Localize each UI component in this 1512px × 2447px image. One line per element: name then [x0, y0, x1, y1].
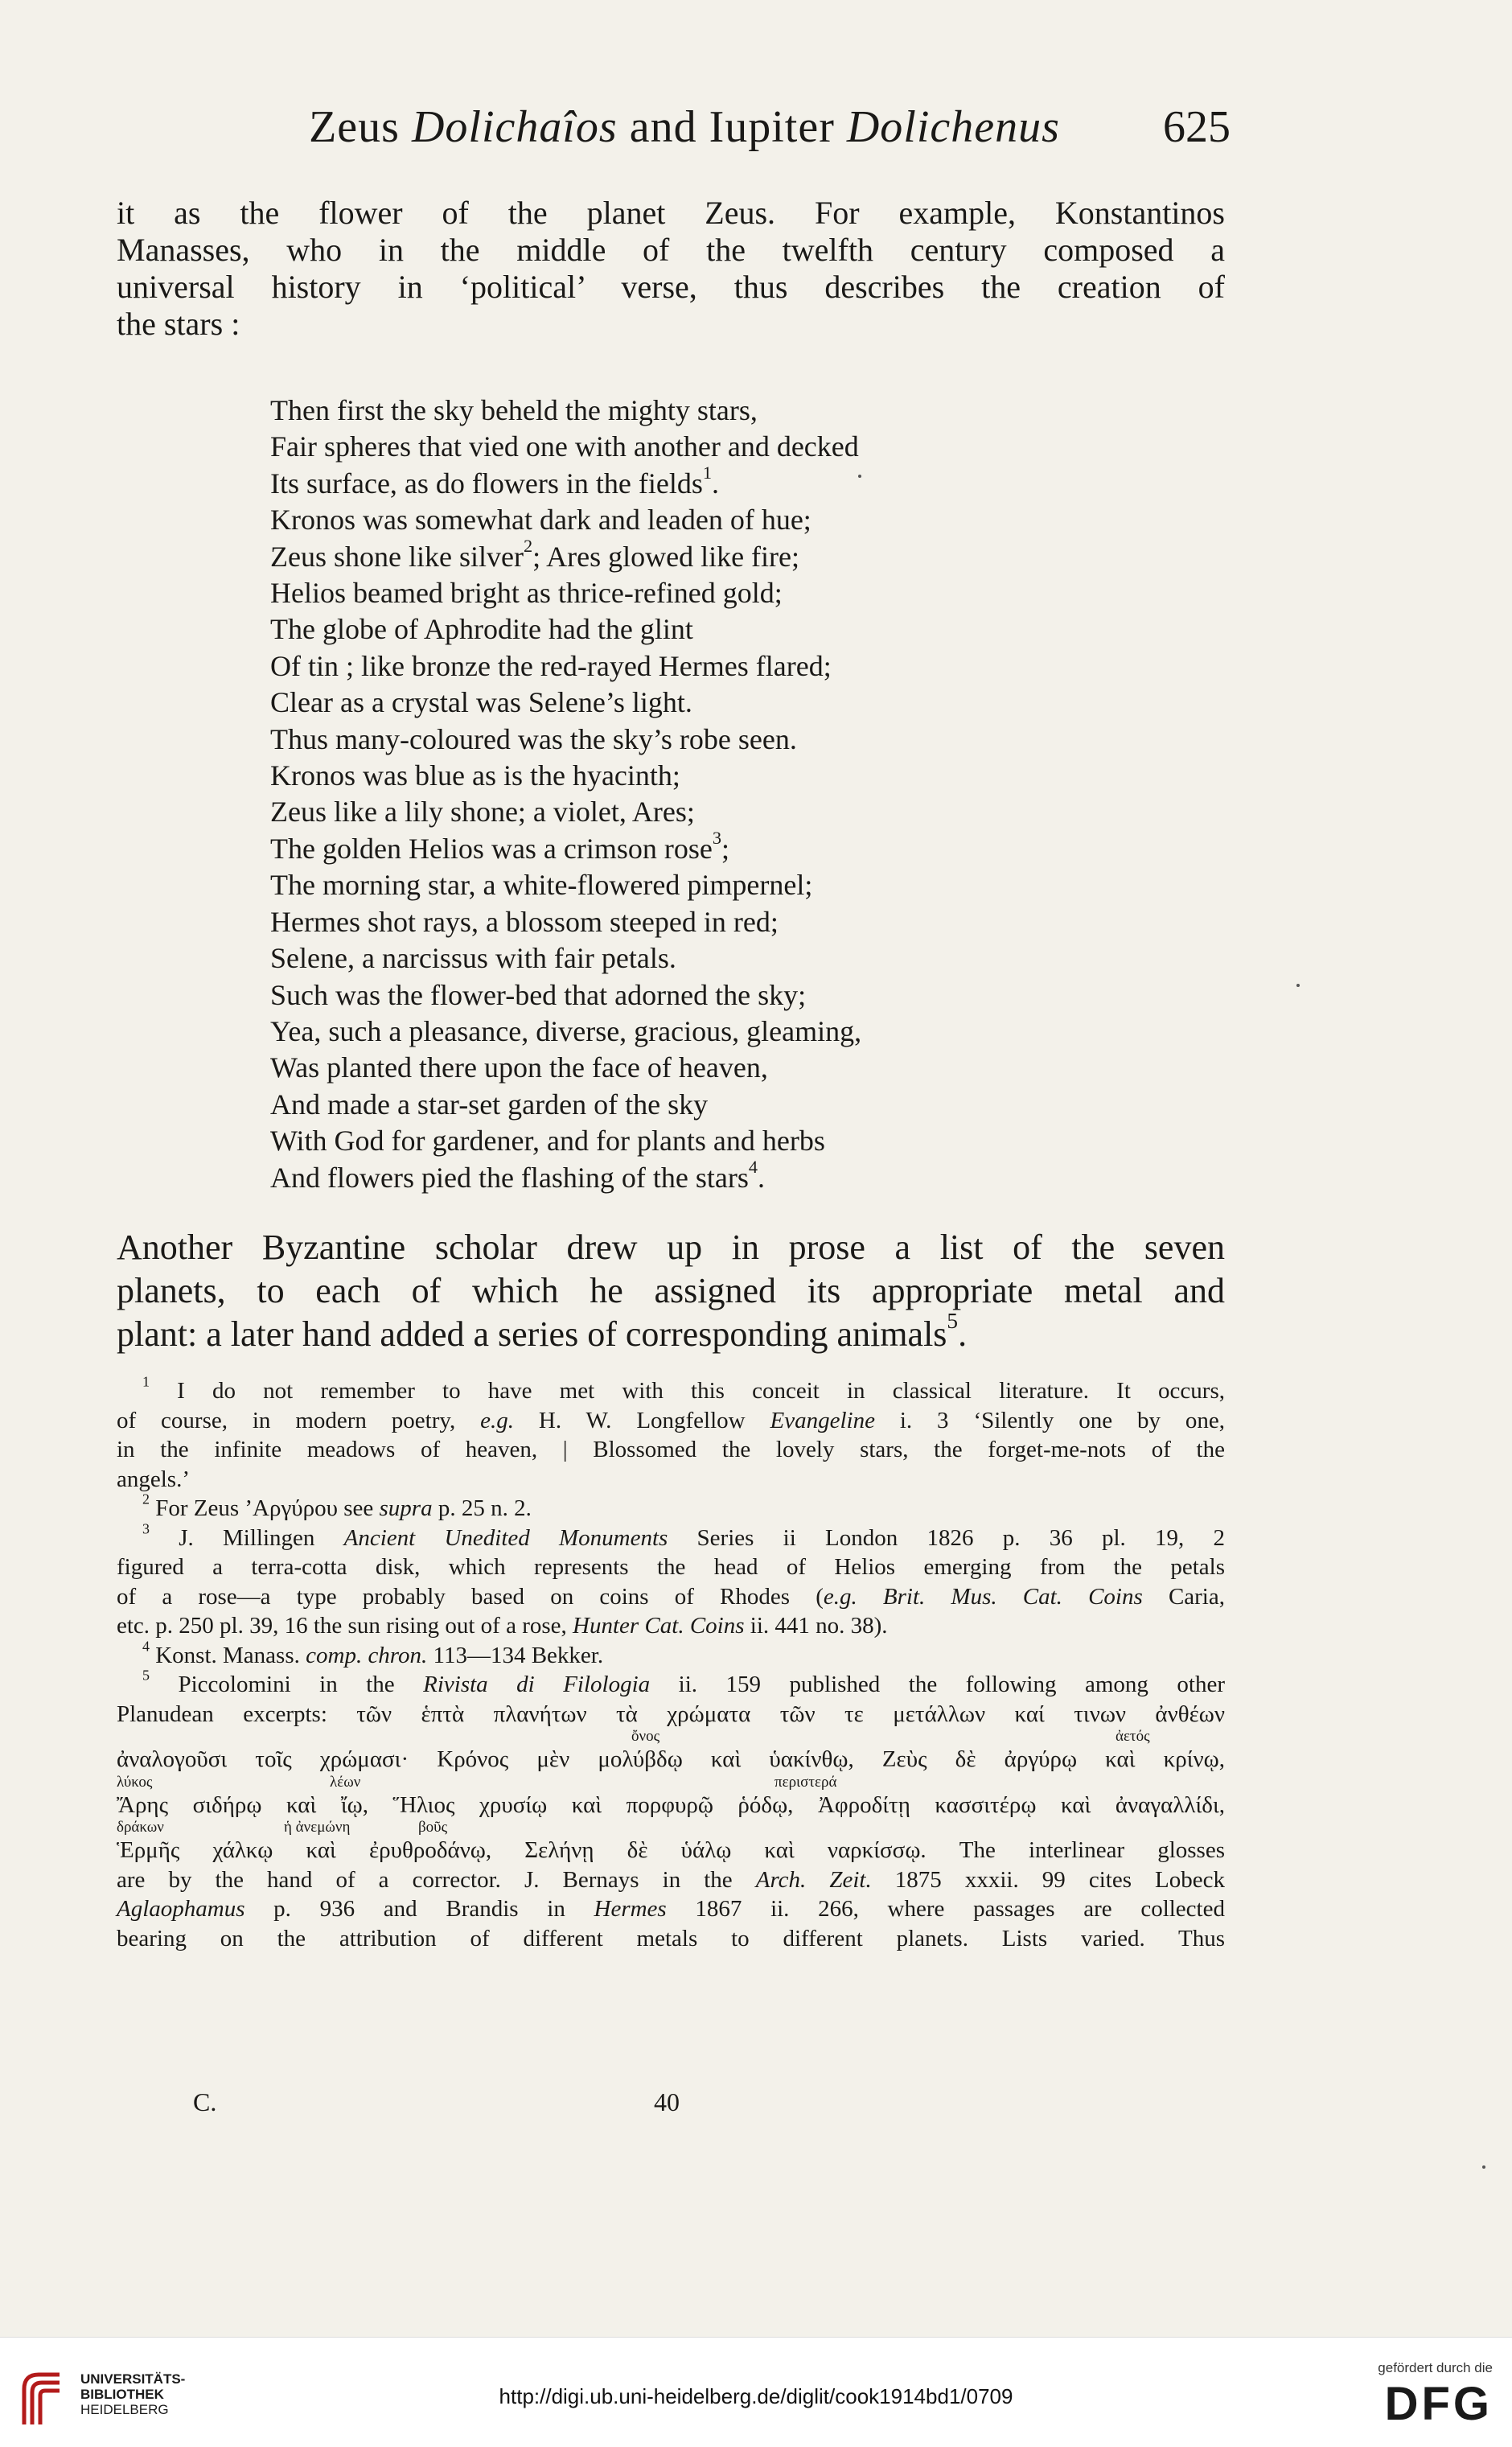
verse-line: With God for gardener, and for plants and herbs	[270, 1125, 825, 1158]
page-header	[138, 95, 1231, 159]
interlinear-gloss: δράκων ἡ ἀνεμώνη βοῦς	[117, 1819, 448, 1836]
verse-line: And made a star-set garden of the sky	[270, 1088, 709, 1121]
footnote-line: Aglaophamus p. 936 and Brandis in Hermes 1867 ii. 266, where passages are collected	[117, 1896, 1225, 1922]
verse-line: Such was the flower-bed that adorned the sky;	[270, 978, 807, 1011]
running-title: Zeus Dolichaîos and Iupiter Dolichenus	[309, 102, 1060, 152]
footnote-line: of a rose—a type probably based on coins of Rhodes (e.g. Brit. Mus. Cat. Coins Caria,	[117, 1583, 1225, 1610]
funding-note: gefördert durch die DFG	[1378, 2360, 1493, 2430]
footnote-line: etc. p. 250 pl. 39, 16 the sun rising out of a rose, Hunter Cat. Coins ii. 441 no. 38).	[117, 1613, 888, 1639]
paper-speck	[1296, 984, 1300, 987]
text-line: plant: a later hand added a series of corresponding animals$^5$.	[117, 1309, 968, 1354]
sheet-number: 40	[654, 2087, 680, 2116]
footnote-line: are by the hand of a corrector. J. Bernays in the Arch. Zeit. 1875 xxxii. 99 cites Lobeck	[117, 1866, 1226, 1893]
verse-line: Kronos was blue as is the hyacinth;	[270, 759, 680, 792]
text-line: the stars :	[117, 306, 240, 342]
verse-line: Of tin ; like bronze the red-rayed Hermes flared;	[270, 649, 832, 682]
verse-line: Kronos was somewhat dark and leaden of hue;	[270, 504, 811, 537]
footnote-line: of course, in modern poetry, e.g. H. W. Longfellow Evangeline i. 3 ‘Silently one by one,	[117, 1407, 1225, 1433]
digitization-footer	[0, 2337, 1512, 2447]
footnote-line: Ἑρμῆς χάλκῳ καὶ ἐρυθροδάνῳ, Σελήνῃ δὲ ὑάλῳ καὶ ναρκίσσῳ. The interlinear glosses	[117, 1837, 1225, 1863]
footnote-4: $^4$ Konst. Manass. comp. chron. 113—134 Bekker.	[142, 1638, 604, 1668]
interlinear-gloss: ὄνος ἀετός	[631, 1728, 1150, 1745]
footnote-2: $^2$ For Zeus ’Αργύρου see supra p. 25 n. 2.	[142, 1491, 532, 1521]
footnote-ref: 5	[947, 1309, 959, 1334]
footnote-ref: 1	[702, 462, 712, 483]
verse-line: Fair spheres that vied one with another and decked	[270, 430, 859, 463]
footnote-line: Ἄρης σιδήρῳ καὶ ἴῳ, Ἥλιος χρυσίῳ καὶ πορφυρῷ ῥόδῳ, Ἀφροδίτῃ κασσιτέρῳ καὶ ἀναγαλλίδι,	[117, 1791, 1225, 1818]
text-line: Another Byzantine scholar drew up in prose a list of the seven	[117, 1228, 1225, 1267]
verse-line: Then first the sky beheld the mighty stars,	[270, 394, 758, 426]
verse-line: The golden Helios was a crimson rose$^3$;	[270, 828, 730, 865]
text-line: planets, to each of which he assigned its appropriate metal and	[117, 1271, 1225, 1310]
text-line: Manasses, who in the middle of the twelfth century composed a	[117, 232, 1225, 268]
dfg-logo: DFG	[1384, 2378, 1493, 2430]
signature-mark: C.	[193, 2087, 217, 2116]
verse-line: Helios beamed bright as thrice-refined gold;	[270, 577, 783, 610]
paragraph-intro	[117, 195, 1225, 343]
footnote-line: ἀναλογοῦσι τοῖς χρώμασι· Κρόνος μὲν μολύβδῳ καὶ ὑακίνθῳ, Ζεὺς δὲ ἀργύρῳ καὶ κρίνῳ,	[117, 1746, 1225, 1772]
footnote-line: Planudean excerpts: τῶν ἑπτὰ πλανήτων τὰ χρώματα τῶν τε μετάλλων καί τινων ἀνθέων	[117, 1701, 1225, 1727]
footnote-line: figured a terra-cotta disk, which represents the head of Helios emerging from the petals	[117, 1554, 1225, 1580]
footnote-5: $^5$ Piccolomini in the Rivista di Filologia ii. 159 published the following among other	[142, 1667, 1225, 1697]
page-url-link[interactable]: http://digi.ub.uni-heidelberg.de/diglit/cook1914bd1/0709	[499, 2384, 1013, 2408]
paper-speck	[1482, 2165, 1485, 2169]
verse-line: Hermes shot rays, a blossom steeped in red;	[270, 905, 779, 938]
verse-line: The globe of Aphrodite had the glint	[270, 613, 693, 646]
text-line: universal history in ‘political’ verse, thus describes the creation of	[117, 269, 1225, 305]
verse-line: And flowers pied the flashing of the stars$^4$.	[270, 1156, 766, 1194]
text-line: it as the flower of the planet Zeus. For example, Konstantinos	[117, 195, 1225, 231]
verse-line: Zeus shone like silver$^2$; Ares glowed like fire;	[270, 535, 800, 573]
verse-line: Clear as a crystal was Selene’s light.	[270, 686, 692, 719]
verse-quotation	[270, 393, 861, 1196]
footnote-line: angels.’	[117, 1466, 190, 1492]
paragraph-byzantine-list	[117, 1226, 1225, 1356]
footnote-ref: 4	[748, 1156, 758, 1177]
verse-line: Its surface, as do flowers in the fields$^1$.	[270, 462, 719, 500]
verse-line: Thus many-coloured was the sky’s robe seen.	[270, 722, 797, 755]
footnote-1: $^1$ I do not remember to have met with this conceit in classical literature. It occurs,	[142, 1373, 1225, 1404]
footnotes	[117, 1373, 1226, 1953]
footnote-3: $^3$ J. Millingen Ancient Unedited Monuments Series ii London 1826 p. 36 pl. 19, 2	[142, 1520, 1225, 1551]
page-number: 625	[1163, 102, 1231, 152]
footnote-line: in the infinite meadows of heaven, | Blossomed the lovely stars, the forget-me-nots of the	[117, 1437, 1225, 1462]
interlinear-gloss: λύκος λέων περιστερά	[117, 1773, 837, 1791]
verse-line: Zeus like a lily shone; a violet, Ares;	[270, 796, 695, 829]
library-name: UNIVERSITÄTS- BIBLIOTHEK HEIDELBERG	[80, 2371, 186, 2417]
paper-speck	[858, 475, 861, 478]
verse-line: Was planted there upon the face of heaven,	[270, 1051, 768, 1084]
footnote-ref: 3	[712, 828, 722, 849]
verse-line: Selene, a narcissus with fair petals.	[270, 942, 676, 975]
footnote-ref: 2	[523, 535, 533, 556]
verse-line: The morning star, a white-flowered pimpernel;	[270, 869, 813, 902]
footnote-line: bearing on the attribution of different metals to different planets. Lists varied. Thus	[117, 1925, 1225, 1951]
verse-line: Yea, such a pleasance, diverse, gracious, gleaming,	[270, 1014, 862, 1047]
